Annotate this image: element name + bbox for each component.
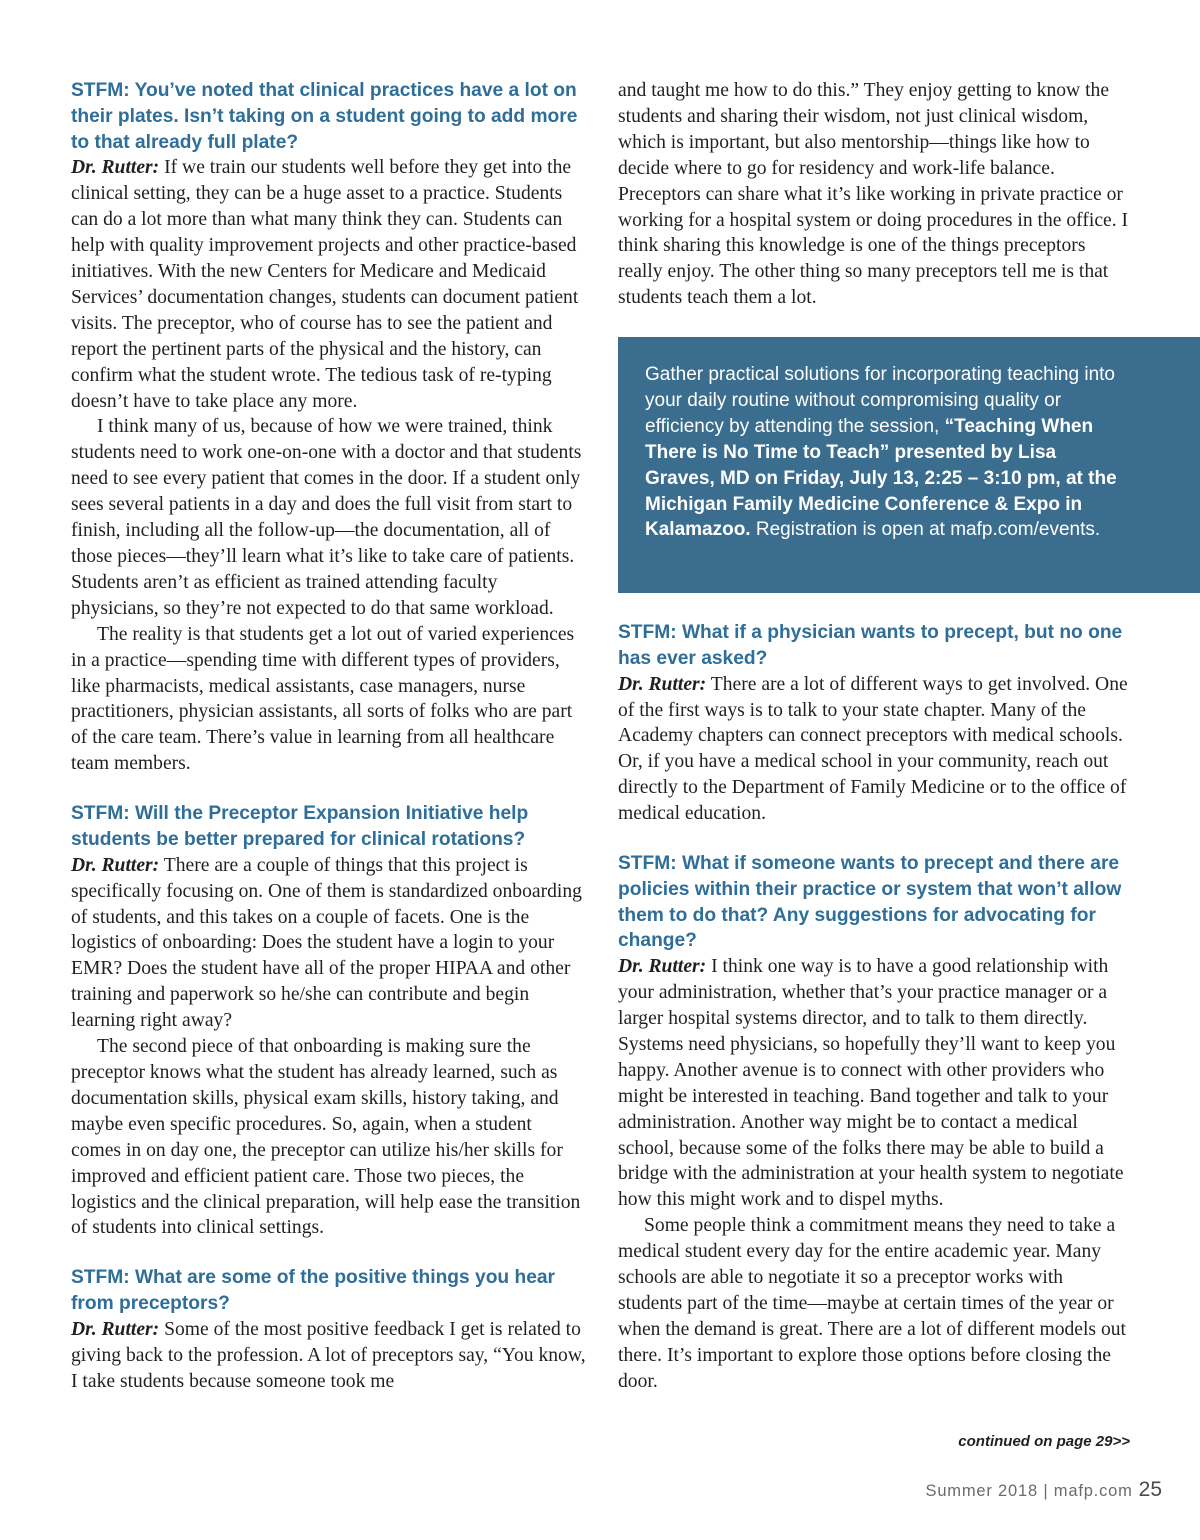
answer-paragraph: The reality is that students get a lot out of varied experiences in a practice—spending time with different types of providers, like pharmacists, medical assistants, case managers, nurse practitioners, physician assistants, all sorts of folks who are part of the care team. There’s value in learning from all healthcare team members. (71, 623, 575, 775)
answer-paragraph: Some people think a commitment means they need to take a medical student every day for the entire academic year. Many schools are able to negotiate it so a preceptor works with students part of the time—maybe at certain times of the year or when the demand is great. There are a lot of different models out there. It’s important to explore those options before closing the door. (618, 1215, 1126, 1392)
event-callout-box (618, 337, 1200, 593)
question-heading: STFM: What if a physician wants to precept, but no one has ever asked? (618, 622, 1123, 669)
question-heading: STFM: You’ve noted that clinical practices have a lot on their plates. Isn’t taking on a student going to add more to that already full plate? (71, 80, 578, 153)
answer-paragraph: The second piece of that onboarding is making sure the preceptor knows what the student has already learned, such as documentation skills, physical exam skills, history taking, and maybe even specific procedures. So, again, when a student comes in on day one, the preceptor can utilize his/her skills for improved and efficient patient care. Those two pieces, the logistics and the clinical preparation, will help ease the transition of students into clinical settings. (71, 1036, 581, 1239)
left-column (71, 78, 586, 1395)
question-heading: STFM: Will the Preceptor Expansion Initiative help students be better prepared for clinical rotations? (71, 803, 529, 850)
speaker-label: Dr. Rutter: (618, 673, 707, 695)
answer-text: There are a couple of things that this project is specifically focusing on. One of them is standardized onboarding of students, and this takes on a couple of facets. One is the logistics of onboarding: Does the student have a login to your EMR? Does the student have all of the proper HIPAA and other training and paperwork so he/she can contribute and begin learning right away? (71, 854, 582, 1032)
speaker-label: Dr. Rutter: (71, 157, 160, 179)
answer-text: If we train our students well before they get into the clinical setting, they can be a huge asset to a practice. Students can do a lot more than what many think they can. Students can help with quality improvement projects and other practice-based initiatives. With the new Centers for Medicare and Medicaid Services’ documentation changes, students can document patient visits. The preceptor, who of course has to see the patient and report the pertinent parts of the physical and the history, can confirm what the student wrote. The tedious task of re-typing doesn’t have to take place any more. (71, 157, 579, 412)
continued-link: continued on page 29>> (958, 1433, 1130, 1450)
answer-text: There are a lot of different ways to get involved. One of the first ways is to talk to your state chapter. Many of the Academy chapters can connect preceptors with medical schools. Or, if you have a medical school in your community, reach out directly to the Department of Family Medicine or to the office of medical education. (618, 673, 1128, 825)
answer-paragraph (618, 672, 1130, 827)
right-column (618, 78, 1130, 311)
speaker-label: Dr. Rutter: (618, 956, 707, 978)
answer-text: I think one way is to have a good relationship with your administration, whether that’s your practice manager or a larger hospital systems director, and to talk to them directly. Systems need physicians, so hopefully they’ll want to keep you happy. Another avenue is to connect with other providers who might be interested in teaching. Band together and talk to your administration. Another way might be to contact a medical school, because some of the folks there may be able to build a bridge with the administration at your health system to negotiate how this might work and to dispel myths. (618, 956, 1124, 1211)
footer-issue: Summer 2018 | mafp.com (925, 1482, 1133, 1500)
callout-registration: Registration is open at mafp.com/events. (750, 519, 1101, 541)
right-column-lower (618, 620, 1130, 1395)
continued-paragraph: and taught me how to do this.” They enjoy getting to know the students and sharing their wisdom, not just clinical wisdom, which is important, but also mentorship—things like how to decide where to go for residency and work-life balance. Preceptors can share what it’s like working in private practice or working for a hospital system or doing procedures in the office. I think sharing this knowledge is one of the things preceptors really enjoy. The other thing so many preceptors tell me is that students teach them a lot. (618, 80, 1129, 309)
question-heading: STFM: What if someone wants to precept and there are policies within their practice or system that won’t allow them to do that? Any suggestions for advocating for change? (618, 853, 1122, 952)
page-number: 25 (1138, 1478, 1162, 1501)
answer-text: Some of the most positive feedback I get is related to giving back to the profession. A lot of preceptors say, “You know, I take students because someone took me (71, 1318, 586, 1392)
speaker-label: Dr. Rutter: (71, 854, 160, 876)
answer-paragraph (71, 155, 586, 414)
answer-paragraph (71, 1317, 586, 1395)
answer-paragraph (71, 853, 586, 1034)
answer-paragraph (618, 954, 1130, 1213)
answer-paragraph: I think many of us, because of how we were trained, think students need to work one-on-one with a doctor and that students need to see every patient that comes in the door. If a student only sees several patients in a day and does the full visit from start to finish, including all the follow-up—the documentation, all of those pieces—they’ll learn what it’s like to take care of patients. Students aren’t as efficient as trained attending faculty physicians, so they’re not expected to do that same workload. (71, 416, 582, 619)
callout-session-title: “Teaching When There is No Time to Teach” presented by Lisa Graves, MD on Friday, July 13, 2:25 – 3:10 pm, at the Michigan Family Medicine Conference & Expo in Kalamazoo. (645, 415, 1117, 541)
page-footer (926, 1478, 1162, 1502)
speaker-label: Dr. Rutter: (71, 1318, 160, 1340)
question-heading: STFM: What are some of the positive things you hear from preceptors? (71, 1267, 556, 1315)
callout-text: Gather practical solutions for incorporating teaching into your daily routine without compromising quality or efficiency by attending the session, (645, 364, 1115, 437)
